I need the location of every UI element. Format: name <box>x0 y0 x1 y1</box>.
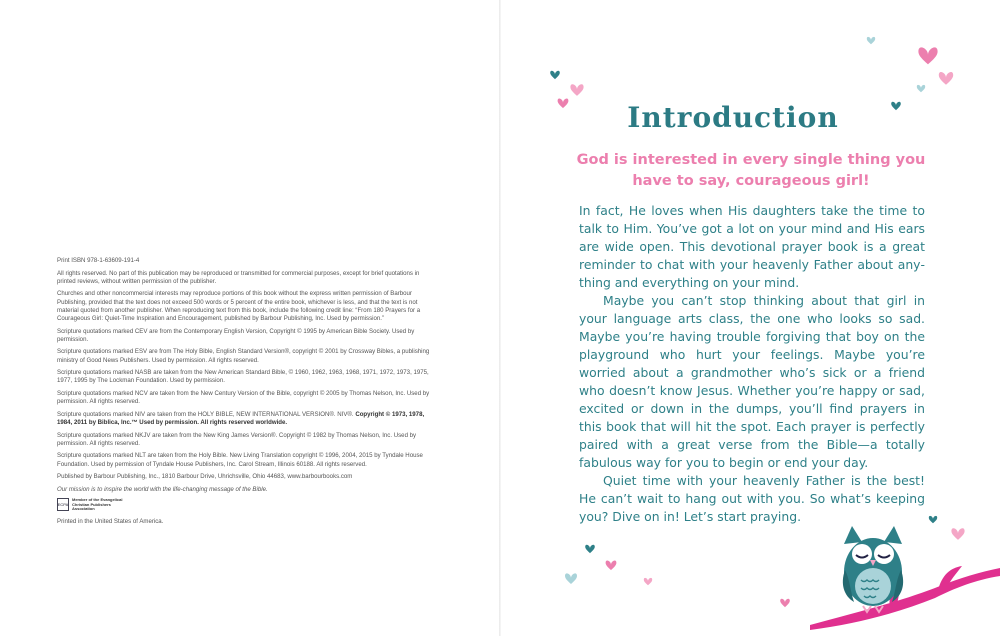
copyright-page <box>57 257 437 530</box>
heart-icon-7 <box>917 85 925 92</box>
heart-icon-2 <box>570 84 583 96</box>
page-gutter <box>499 0 501 636</box>
heart-icon-1 <box>550 71 560 79</box>
heart-icon-6 <box>939 72 953 85</box>
nlt-notice: Scripture quotations marked NLT are taken from the Holy Bible. New Living Translation copyright © 1996, 2004, 2015 by Tyndale House Foundation. Used by permission of Tyndale House Publishers, Inc. Carol Stream, Illinois 60188. All rights reserved. <box>57 452 423 468</box>
ecpa-logo-icon: ECPA <box>57 498 69 511</box>
chapter-subtitle: God is interested in every single thing you have to say, courageous girl! <box>576 152 926 189</box>
intro-paragraph-3: Quiet time with your heavenly Father is the best! He can’t wait to hang out with you. So what’s keeping you? Dive on in! Let’s start praying. <box>579 473 925 524</box>
niv-notice-text: Scripture quotations marked NIV are taken from the HOLY BIBLE, NEW INTERNATIONAL VERSION®. NIV®. <box>57 410 356 418</box>
heart-icon-11 <box>585 545 595 553</box>
heart-icon-8 <box>891 102 901 110</box>
heart-icon-3 <box>558 99 569 109</box>
heart-icon-12 <box>606 561 617 571</box>
churches-paragraph: Churches and other noncommercial interests may reproduce portions of this book without the express written permission of Barbour Publishing, provided that the text does not exceed 500 words or 5 percent of the entire book, whichever is less, and that the text is not material quoted from another publisher. When reproducing text from this book, include the following credit line: “From 180 Prayers for a Courageous Girl: Quiet-Time Inspiration and Encouragement, published by Barbour Publishing, Inc. Used by permission.” <box>57 290 421 322</box>
heart-icon-5 <box>918 47 937 64</box>
heart-icon-13 <box>565 573 577 584</box>
owl-on-branch-icon <box>770 520 1000 636</box>
intro-paragraph-2: Maybe you can’t stop thinking about that girl in your language arts class, the one who looks so sad. Maybe you’re having trouble forgiving that boy on the playground who hurt your feelings. Maybe you’re worried about a grandmother who’s sick or a friend who doesn’t know Jesus. Whether you’re happy or sad, excited or down in the dumps, you’ll find prayers in this book that will hit the spot. Each prayer is perfectly paired with a great verse from the Bible—a totally fabulous way for you to begin or end your day. <box>579 293 925 470</box>
heart-icon-4 <box>867 37 875 44</box>
intro-paragraph-1: In fact, He loves when His daughters take the time to talk to Him. You’ve got a lot on your mind and His ears are wide open. This devotional prayer book is a great reminder to chat with your heavenly Father about anything and everything on your mind. <box>579 203 925 290</box>
nasb-notice: Scripture quotations marked NASB are taken from the New American Standard Bible, © 1960, 1962, 1963, 1968, 1971, 1972, 1973, 1975, 1977, 1995 by The Lockman Foundation. Used by permission. <box>57 369 429 385</box>
chapter-title: Introduction <box>627 101 839 134</box>
niv-notice <box>57 411 437 427</box>
ecpa-text: Member of the Evangelical Christian Publishers Association <box>72 497 123 512</box>
rights-paragraph: All rights reserved. No part of this publication may be reproduced or transmitted for commercial purposes, except for brief quotations in printed reviews, without written permission of the publisher. <box>57 269 420 285</box>
nkjv-notice: Scripture quotations marked NKJV are taken from the New King James Version®. Copyright © 1982 by Thomas Nelson, Inc. Used by permission. All rights reserved. <box>57 431 417 447</box>
printed-line: Printed in the United States of America. <box>57 517 164 525</box>
intro-body <box>579 202 925 526</box>
mission-line: Our mission is to inspire the world with the life-changing message of the Bible. <box>57 485 268 493</box>
ecpa-badge <box>57 498 437 511</box>
ncv-notice: Scripture quotations marked NCV are taken from the New Century Version of the Bible, copyright © 2005 by Thomas Nelson, Inc. Used by permission. All rights reserved. <box>57 389 430 406</box>
niv-notice-copyright: Copyright © 1973, 1978, 1984, 2011 by Biblica, Inc.™ Used by permission. All rights reserved worldwide. <box>57 410 425 426</box>
heart-icon-14 <box>644 578 652 585</box>
esv-notice: Scripture quotations marked ESV are from The Holy Bible, English Standard Version®, copyright © 2001 by Crossway Bibles, a publishing ministry of Good News Publishers. Used by permission. All rights reserved. <box>57 348 430 364</box>
cev-notice: Scripture quotations marked CEV are from the Contemporary English Version, Copyright © 1995 by American Bible Society. Used by permission. <box>57 327 415 343</box>
publisher-line: Published by Barbour Publishing, Inc., 1810 Barbour Drive, Uhrichsville, Ohio 44683, www.barbourbooks.com <box>57 473 353 481</box>
isbn-line: Print ISBN 978-1-63609-191-4 <box>57 257 140 264</box>
